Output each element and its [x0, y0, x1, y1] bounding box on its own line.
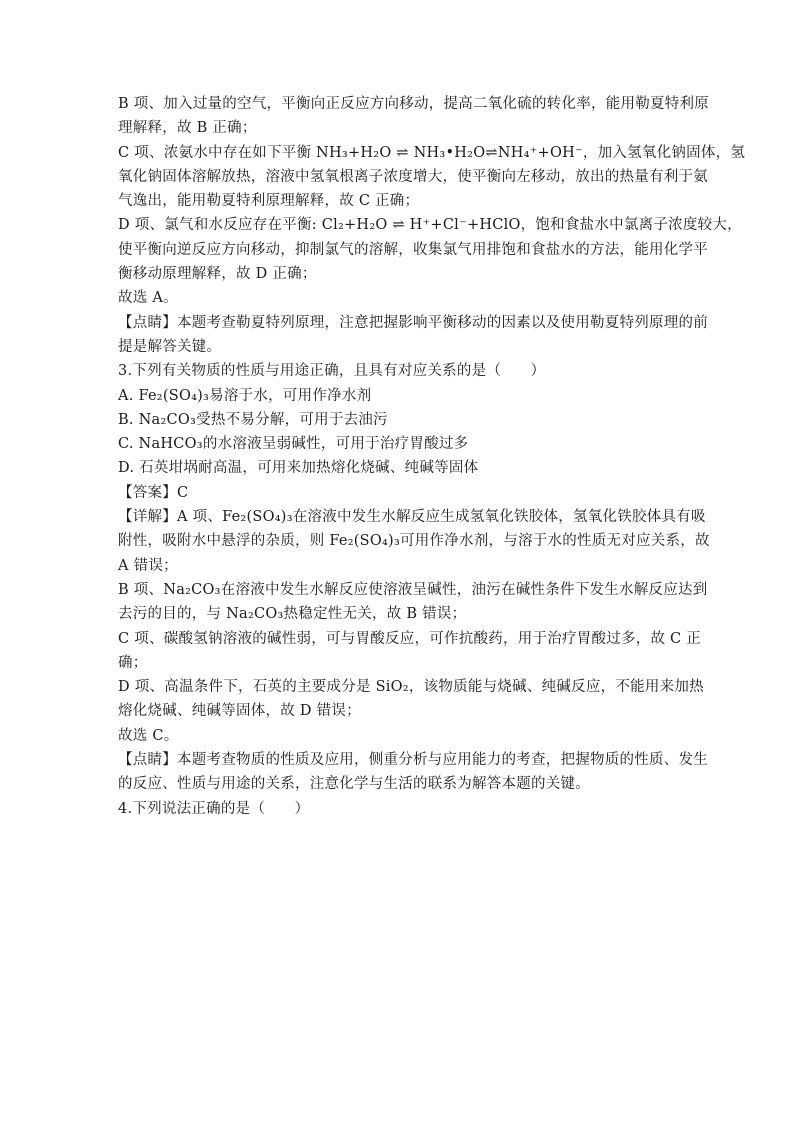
text-line: 去污的目的，与 Na₂CO₃热稳定性无关，故 B 错误； [118, 606, 467, 623]
option-a: A. Fe₂(SO₄)₃易溶于水，可用作净水剂 [118, 387, 372, 404]
question-title: 4.下列说法正确的是（ ） [118, 800, 310, 817]
document-body [118, 92, 746, 821]
text-line: 【详解】A 项、Fe₂(SO₄)₃在溶液中发生水解反应生成氢氧化铁胶体，氢氧化铁胶体具有吸 [118, 509, 706, 526]
option-d: D. 石英坩埚耐高温，可用来加热熔化烧碱、纯碱等固体 [118, 460, 479, 477]
text-line: 衡移动原理解释，故 D 正确； [118, 266, 317, 283]
option-b: B. Na₂CO₃受热不易分解，可用于去油污 [118, 411, 388, 428]
text-line: C 项、碳酸氢钠溶液的碱性弱，可与胃酸反应，可作抗酸药，用于治疗胃酸过多，故 C 正 [118, 630, 702, 647]
option-c: C. NaHCO₃的水溶液呈弱碱性，可用于治疗胃酸过多 [118, 436, 469, 453]
text-line: 理解释，故 B 正确； [118, 120, 257, 137]
text-line: C 项、浓氨水中存在如下平衡 NH₃+H₂O ⇌ NH₃•H₂O⇌NH₄⁺+OH⁻，加入氢氧化钠固体，氢 [118, 144, 746, 161]
text-line: 附性，吸附水中悬浮的杂质，则 Fe₂(SO₄)₃可用作净水剂，与溶于水的性质无对应关系，故 [118, 533, 710, 550]
text-line: 【点睛】本题考查物质的性质及应用，侧重分析与应用能力的考查，把握物质的性质、发生 [118, 752, 708, 769]
text-line: 熔化烧碱、纯碱等固体，故 D 错误； [118, 703, 361, 720]
text-line: 提是解答关键。 [118, 338, 222, 355]
answer-line: 【答案】C [118, 484, 189, 501]
text-line: D 项、氯气和水反应存在平衡: Cl₂+H₂O ⇌ H⁺+Cl⁻+HClO，饱和食盐水中氯离子浓度较大， [118, 217, 742, 234]
text-line: 的反应、性质与用途的关系，注意化学与生活的联系为解答本题的关键。 [118, 776, 590, 793]
text-line: 气逸出，能用勒夏特利原理解释，故 C 正确； [118, 193, 420, 210]
text-line: D 项、高温条件下，石英的主要成分是 SiO₂，该物质能与烧碱、纯碱反应，不能用来加热 [118, 679, 704, 696]
text-line: B 项、Na₂CO₃在溶液中发生水解反应使溶液呈碱性，油污在碱性条件下发生水解反应达到 [118, 581, 708, 598]
text-line: 故选 C。 [118, 727, 179, 744]
text-line: 氧化钠固体溶解放热，溶液中氢氧根离子浓度增大，使平衡向左移动，放出的热量有利于氨 [118, 168, 708, 185]
question-title: 3.下列有关物质的性质与用途正确，且具有对应关系的是（ ） [118, 363, 546, 380]
text-line: B 项、加入过量的空气，平衡向正反应方向移动，提高二氧化硫的转化率，能用勒夏特利原 [118, 96, 710, 112]
text-line: 使平衡向逆反应方向移动，抑制氯气的溶解，收集氯气用排饱和食盐水的方法，能用化学平 [118, 241, 708, 258]
text-line: A 错误； [118, 557, 178, 574]
text-line: 【点睛】本题考查勒夏特列原理，注意把握影响平衡移动的因素以及使用勒夏特列原理的前 [118, 314, 708, 331]
text-line: 确； [118, 654, 148, 671]
text-line: 故选 A。 [118, 290, 178, 307]
